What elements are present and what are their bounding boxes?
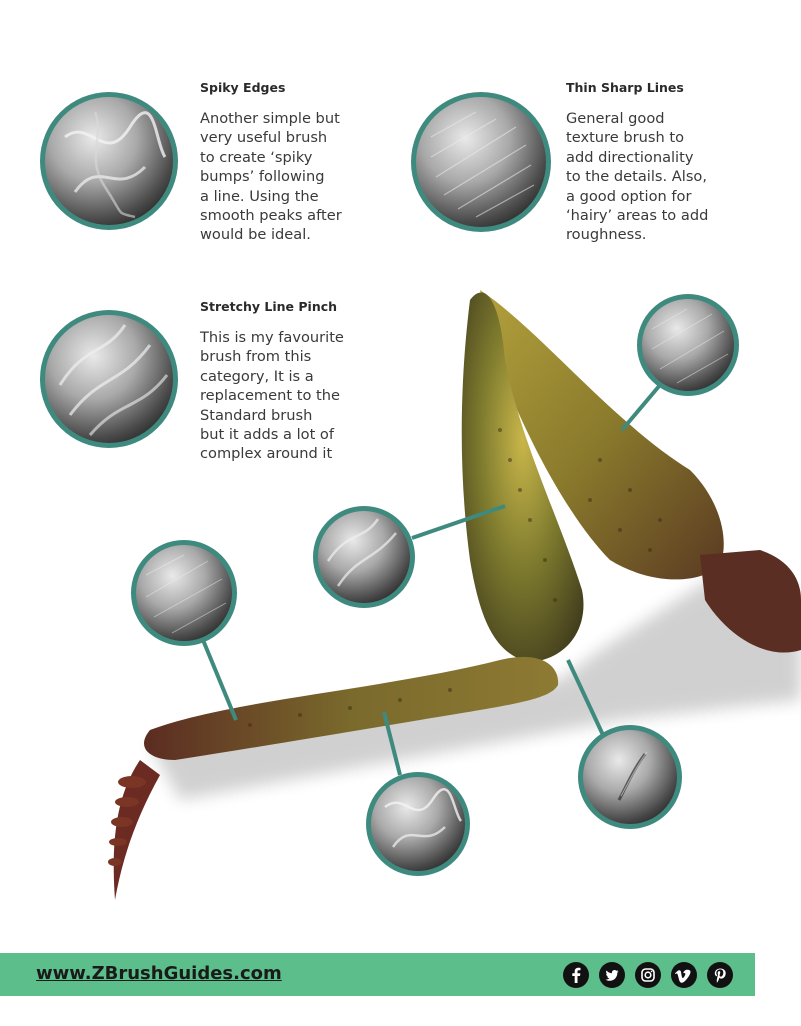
thin-sharp-lines-sphere bbox=[411, 92, 551, 232]
block-title: Spiky Edges bbox=[200, 80, 286, 95]
website-link[interactable]: www.ZBrushGuides.com bbox=[36, 963, 282, 984]
block-text: This is my favourite brush from this category, It is a replacement to the Standard brush but it adds a lot of complex around it bbox=[200, 329, 344, 463]
block-title: Stretchy Line Pinch bbox=[200, 299, 338, 314]
instagram-icon[interactable] bbox=[635, 962, 661, 988]
block-text: Another simple but very useful brush to create ‘spiky bumps’ following a line. Using the smooth peaks after would be ideal. bbox=[200, 110, 342, 244]
vimeo-icon[interactable] bbox=[671, 962, 697, 988]
block-title: Thin Sharp Lines bbox=[566, 80, 684, 95]
callout-sphere-stretchy-pinch bbox=[313, 506, 415, 608]
callout-sphere-crease bbox=[578, 725, 682, 829]
callout-sphere-thin-lines-top bbox=[637, 294, 739, 396]
footer-bar bbox=[0, 953, 755, 996]
callout-sphere-spiky-edges bbox=[366, 772, 470, 876]
callout-sphere-thin-lines-left bbox=[131, 540, 237, 646]
thin-sharp-lines-block bbox=[566, 80, 736, 245]
facebook-icon[interactable] bbox=[563, 962, 589, 988]
spiky-edges-sphere bbox=[40, 92, 178, 230]
spiky-edges-block bbox=[200, 80, 370, 245]
pinterest-icon[interactable] bbox=[707, 962, 733, 988]
twitter-icon[interactable] bbox=[599, 962, 625, 988]
block-text: General good texture brush to add directionality to the details. Also, a good option for ‘hairy’ areas to add roughness. bbox=[566, 110, 709, 244]
